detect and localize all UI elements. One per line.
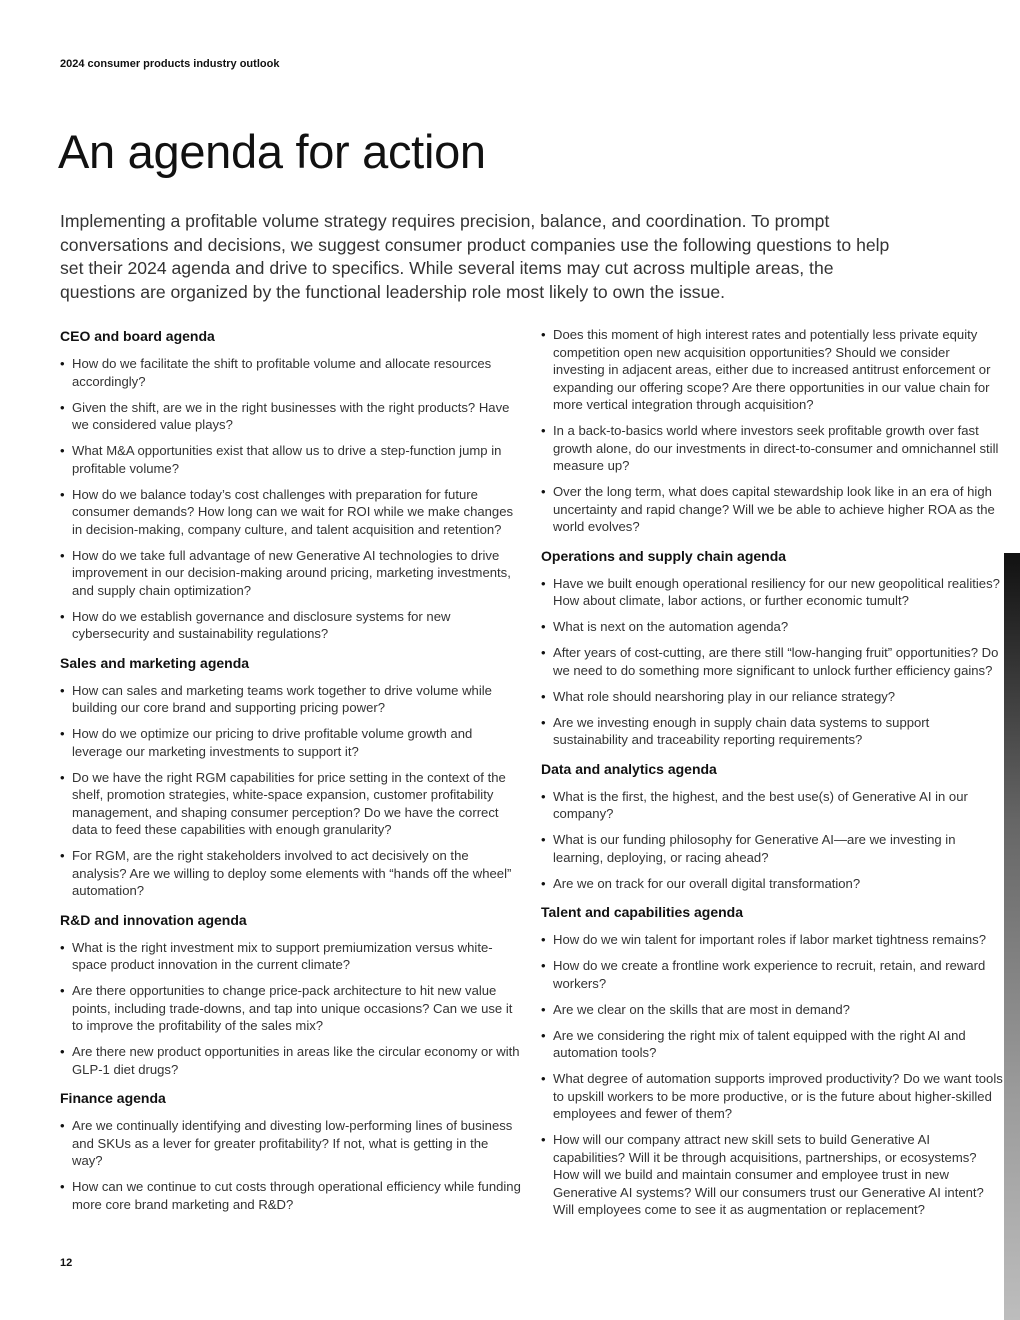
list-item: • How can we continue to cut costs through operational efficiency while funding more core brand marketing and R&D? bbox=[60, 1178, 522, 1213]
list-item: • What M&A opportunities exist that allow us to drive a step-function jump in profitable volume? bbox=[60, 442, 522, 477]
section-heading: Data and analytics agenda bbox=[541, 760, 717, 777]
list-item: • In a back-to-basics world where investors seek profitable growth over fast growth alone, do our investments in direct-to-consumer and omnichannel still measure up? bbox=[541, 422, 1003, 475]
section-rnd-innovation bbox=[60, 910, 522, 1079]
section-heading: Talent and capabilities agenda bbox=[541, 904, 744, 920]
list-item: • What degree of automation supports improved productivity? Do we want tools to upskill workers to be more productive, or is the future about higher-skilled employees and fewer of them? bbox=[541, 1070, 1003, 1123]
page-title: An agenda for action bbox=[58, 125, 486, 178]
section-finance bbox=[60, 1088, 522, 1213]
section-heading: Operations and supply chain agenda bbox=[541, 547, 787, 564]
list-item: • How do we facilitate the shift to profitable volume and allocate resources accordingly? bbox=[60, 355, 522, 390]
section-heading: CEO and board agenda bbox=[60, 328, 215, 344]
list-item: • Does this moment of high interest rates and potentially less private equity competition open new acquisition opportunities? Should we consider investing in adjacent areas, either due to increased antitrust enforcement or expanding our offering scope? Are there opportunities in our value chain for more vertical integration through acquisition? bbox=[541, 326, 1003, 414]
question-list bbox=[541, 788, 1003, 893]
question-list bbox=[60, 355, 522, 643]
intro-paragraph: Implementing a profitable volume strategy requires precision, balance, and coordination. To prompt conversations and decisions, we suggest consumer product companies use the following questions to help set their 2024 agenda and drive to specifics. While several items may cut across multiple areas, the questions are organized by the functional leadership role most likely to own the issue. bbox=[60, 211, 890, 302]
section-heading: R&D and innovation agenda bbox=[60, 911, 247, 928]
list-item: • Are there opportunities to change price-pack architecture to hit new value points, including trade-downs, and tap into unique occasions? Can we use it to improve the profitability of the sales mix? bbox=[60, 982, 522, 1035]
list-item: • What is our funding philosophy for Generative AI—are we investing in learning, deploying, or racing ahead? bbox=[541, 831, 1003, 866]
section-talent-capabilities bbox=[541, 902, 1003, 1219]
section-data-analytics bbox=[541, 759, 1003, 893]
list-item: • For RGM, are the right stakeholders involved to act decisively on the analysis? Are we willing to deploy some elements with “hands off the wheel” automation? bbox=[60, 847, 522, 900]
running-head: 2024 consumer products industry outlook bbox=[60, 58, 280, 70]
list-item: • Are we considering the right mix of talent equipped with the right AI and automation tools? bbox=[541, 1027, 1003, 1062]
section-sales-marketing bbox=[60, 653, 522, 900]
list-item: • Have we built enough operational resiliency for our new geopolitical realities? How about climate, labor actions, or further economic tumult? bbox=[541, 575, 1003, 610]
list-item: • After years of cost-cutting, are there still “low-hanging fruit” opportunities? Do we need to do something more significant to unlock further efficiency gains? bbox=[541, 644, 1003, 679]
side-gradient-tab bbox=[1004, 553, 1020, 1320]
left-column bbox=[60, 326, 522, 1222]
list-item: • How do we create a frontline work experience to recruit, retain, and reward workers? bbox=[541, 957, 1003, 992]
list-item: • Given the shift, are we in the right businesses with the right products? Have we considered value plays? bbox=[60, 399, 522, 434]
list-item: • Do we have the right RGM capabilities for price setting in the context of the shelf, promotion strategies, white-space expansion, customer profitability management, and shaping consumer perception? Do we have the correct data to feed these capabilities with enough granularity? bbox=[60, 769, 522, 839]
question-list bbox=[541, 575, 1003, 749]
list-item: • How do we optimize our pricing to drive profitable volume growth and leverage our marketing investments to support it? bbox=[60, 725, 522, 760]
list-item: • Are we continually identifying and divesting low-performing lines of business and SKUs as a lever for greater profitability? If not, what is getting in the way? bbox=[60, 1117, 522, 1170]
list-item: • What is next on the automation agenda? bbox=[541, 618, 1003, 636]
list-item: • Are we on track for our overall digital transformation? bbox=[541, 875, 1003, 893]
list-item: • How do we establish governance and disclosure systems for new cybersecurity and sustainability regulations? bbox=[60, 608, 522, 643]
section-operations-supply-chain bbox=[541, 546, 1003, 749]
question-list bbox=[60, 939, 522, 1079]
list-item: • How can sales and marketing teams work together to drive volume while building our core brand and supporting pricing power? bbox=[60, 682, 522, 717]
question-list bbox=[60, 1117, 522, 1213]
list-item: • What is the first, the highest, and the best use(s) of Generative AI in our company? bbox=[541, 788, 1003, 823]
page-number: 12 bbox=[60, 1257, 73, 1269]
right-column bbox=[541, 326, 1003, 1227]
list-item: • Over the long term, what does capital stewardship look like in an era of high uncertainty and rapid change? Will we be able to achieve higher ROA as the world evolves? bbox=[541, 483, 1003, 536]
list-item: • What is the right investment mix to support premiumization versus white-space product innovation in the current climate? bbox=[60, 939, 522, 974]
list-item: • Are there new product opportunities in areas like the circular economy or with GLP-1 diet drugs? bbox=[60, 1043, 522, 1078]
list-item: • Are we investing enough in supply chain data systems to support sustainability and traceability reporting requirements? bbox=[541, 714, 1003, 749]
question-list bbox=[60, 682, 522, 900]
question-list bbox=[541, 931, 1003, 1219]
list-item: • How do we balance today’s cost challenges with preparation for future consumer demands? How long can we wait for ROI while we make changes in decision-making, company culture, and talent acquisition and retention? bbox=[60, 486, 522, 539]
list-item: • What role should nearshoring play in our reliance strategy? bbox=[541, 688, 1003, 706]
section-heading: Sales and marketing agenda bbox=[60, 654, 250, 671]
list-item: • How will our company attract new skill sets to build Generative AI capabilities? Will it be through acquisitions, partnerships, or ecosystems? How will we build and maintain consumer and employee trust in new Generative AI systems? Will our consumers trust our Generative AI intent? Will employees come to see it as augmentation or replacement? bbox=[541, 1131, 1003, 1219]
list-item: • How do we take full advantage of new Generative AI technologies to drive improvement in our decision-making around pricing, marketing investments, and supply chain optimization? bbox=[60, 547, 522, 600]
section-ceo-board bbox=[60, 326, 522, 643]
section-heading: Finance agenda bbox=[60, 1090, 166, 1106]
question-list bbox=[541, 326, 1003, 536]
list-item: • How do we win talent for important roles if labor market tightness remains? bbox=[541, 931, 1003, 949]
list-item: • Are we clear on the skills that are most in demand? bbox=[541, 1001, 1003, 1019]
section-finance-continued bbox=[541, 326, 1003, 536]
